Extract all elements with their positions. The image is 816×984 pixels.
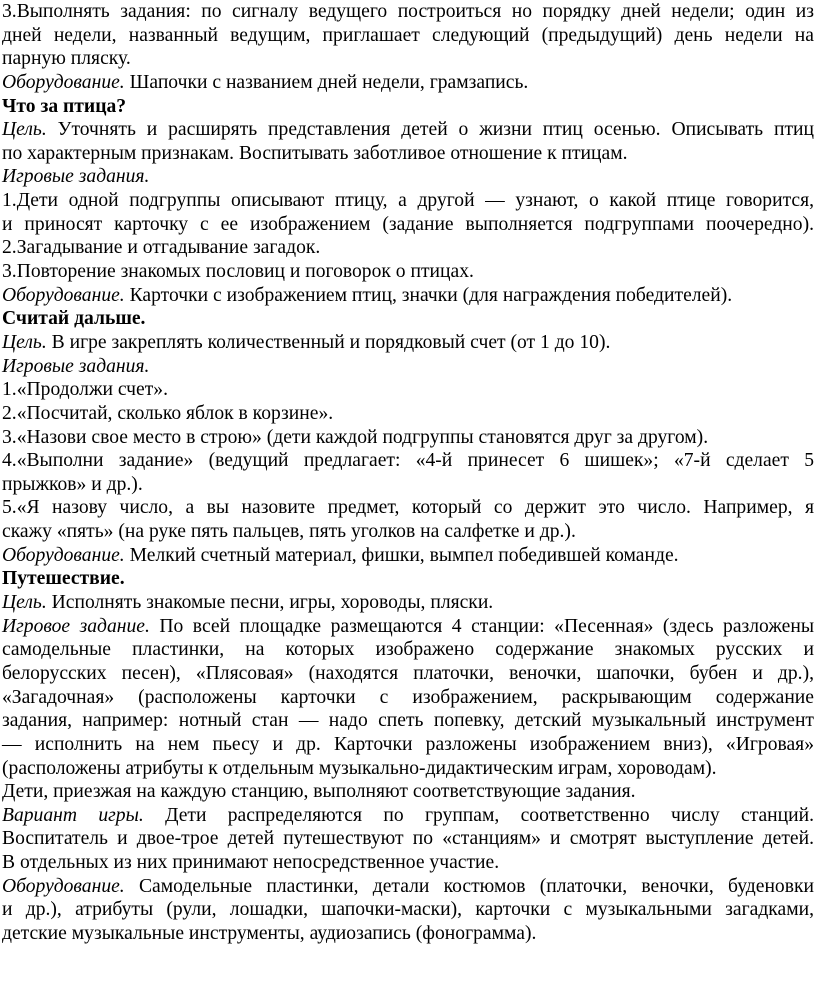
line-text: По всей площадке размещаются 4 станции: «Песенная» (здесь разложены: [149, 615, 814, 637]
line-label: Оборудование.: [2, 544, 125, 566]
line-text: самодельные пластинки, на которых изображено содержание знакомых русских и: [2, 639, 814, 661]
line-text: «Загадочная» (расположены карточки с изображением, раскрывающим содержание: [2, 686, 814, 708]
line-label: Цель.: [2, 592, 47, 614]
text-line: [2, 591, 814, 615]
text-line: [2, 402, 814, 426]
line-text: Карточки с изображением птиц, значки (для награждения победителей).: [124, 284, 733, 306]
line-text: Исполнять знакомые песни, игры, хороводы, пляски.: [46, 592, 494, 614]
text-line: [2, 71, 814, 95]
line-label: Оборудование.: [2, 284, 125, 306]
line-text: Воспитатель и двое-трое детей путешествуют по «станциям» и смотрят выступление детей.: [2, 828, 814, 850]
line-text: В отдельных из них принимают непосредственное участие.: [2, 852, 500, 874]
line-text: 2.Загадывание и отгадывание загадок.: [2, 237, 321, 259]
line-text: Игровые задания.: [2, 166, 150, 188]
line-label: Оборудование.: [2, 875, 125, 897]
text-line: [2, 47, 814, 71]
text-line: [2, 615, 814, 639]
text-line: [2, 922, 814, 946]
line-text: задания, например: нотный стан — надо спеть попевку, детский музыкальный инструмент: [2, 710, 814, 732]
line-text: 1.Дети одной подгруппы описывают птицу, а другой — узнают, о какой птице говорится,: [2, 190, 814, 212]
text-line: [2, 189, 814, 213]
text-line: [2, 284, 814, 308]
line-text: детские музыкальные инструменты, аудиозапись (фонограмма).: [2, 922, 537, 944]
text-line: [2, 709, 814, 733]
text-line: [2, 662, 814, 686]
line-text: Что за птица?: [2, 95, 127, 117]
text-line: [2, 378, 814, 402]
line-label: Цель.: [2, 119, 47, 141]
text-line: [2, 733, 814, 757]
line-label: Оборудование.: [2, 71, 125, 93]
text-line: [2, 307, 814, 331]
text-line: [2, 757, 814, 781]
text-line: [2, 24, 814, 48]
line-text: (расположены атрибуты к отдельным музыкально-дидактическим играм, хороводам).: [2, 757, 717, 779]
text-line: [2, 875, 814, 899]
line-text: прыжков» и др.).: [2, 473, 143, 495]
text-line: [2, 426, 814, 450]
line-label: Игровое задание.: [2, 615, 150, 637]
line-text: и др.), атрибуты (рули, лошадки, шапочки-маски), карточки с музыкальными загадками,: [2, 899, 814, 921]
line-text: Путешествие.: [2, 568, 125, 590]
line-text: 3.Выполнять задания: по сигналу ведущего построиться но порядку дней недели; один из: [2, 1, 814, 22]
document-page: [2, 0, 814, 946]
line-text: дней недели, названный ведущим, приглашает следующий (предыдущий) день недели на: [2, 24, 814, 46]
line-text: Дети, приезжая на каждую станцию, выполняют соответствующие задания.: [2, 781, 636, 803]
line-text: скажу «пять» (на руке пять пальцев, пять уголков на салфетке и др.).: [2, 521, 576, 543]
text-line: [2, 898, 814, 922]
text-line: [2, 142, 814, 166]
text-line: [2, 827, 814, 851]
line-text: 3.Повторение знакомых пословиц и поговорок о птицах.: [2, 261, 474, 283]
text-line: [2, 95, 814, 119]
line-text: — исполнить на нем пьесу и др. Карточки разложены изображением вниз), «Игровая»: [2, 733, 814, 755]
line-text: 2.«Посчитай, сколько яблок в корзине».: [2, 402, 334, 424]
text-line: [2, 118, 814, 142]
text-line: [2, 236, 814, 260]
line-text: парную пляску.: [2, 48, 131, 70]
line-text: 1.«Продолжи счет».: [2, 379, 168, 401]
text-line: [2, 355, 814, 379]
text-line: [2, 804, 814, 828]
text-line: [2, 686, 814, 710]
line-text: В игре закреплять количественный и порядковый счет (от 1 до 10).: [46, 331, 611, 353]
text-line: [2, 520, 814, 544]
line-text: Уточнять и расширять представления детей о жизни птиц осенью. Описывать птиц: [46, 119, 814, 141]
line-text: и приносят карточку с ее изображением (задание выполняется подгруппами поочередно).: [2, 213, 814, 235]
line-text: Считай дальше.: [2, 308, 146, 330]
text-line: [2, 213, 814, 237]
text-line: [2, 496, 814, 520]
line-text: Дети распределяются по группам, соответственно числу станций.: [143, 804, 814, 826]
text-line: [2, 0, 814, 24]
line-text: 3.«Назови свое место в строю» (дети каждой подгруппы становятся друг за другом).: [2, 426, 709, 448]
line-text: 4.«Выполни задание» (ведущий предлагает: «4-й принесет 6 шишек»; «7-й сделает 5: [2, 450, 814, 472]
text-line: [2, 780, 814, 804]
line-text: белорусских песен), «Плясовая» (находятся платочки, веночки, шапочки, бубен и др.),: [2, 662, 814, 684]
text-line: [2, 567, 814, 591]
text-line: [2, 449, 814, 473]
text-line: [2, 851, 814, 875]
text-line: [2, 638, 814, 662]
line-text: Самодельные пластинки, детали костюмов (платочки, веночки, буденовки: [124, 875, 814, 897]
line-label: Цель.: [2, 331, 47, 353]
line-text: Мелкий счетный материал, фишки, вымпел победившей команде.: [124, 544, 679, 566]
line-text: по характерным признакам. Воспитывать заботливое отношение к птицам.: [2, 142, 628, 164]
line-label: Вариант игры.: [2, 804, 144, 826]
line-text: 5.«Я назову число, а вы назовите предмет, который со держит это число. Например, я: [2, 497, 814, 519]
text-line: [2, 473, 814, 497]
text-line: [2, 260, 814, 284]
text-line: [2, 165, 814, 189]
text-line: [2, 331, 814, 355]
line-text: Шапочки с названием дней недели, грамзапись.: [124, 71, 529, 93]
text-line: [2, 544, 814, 568]
line-text: Игровые задания.: [2, 355, 150, 377]
